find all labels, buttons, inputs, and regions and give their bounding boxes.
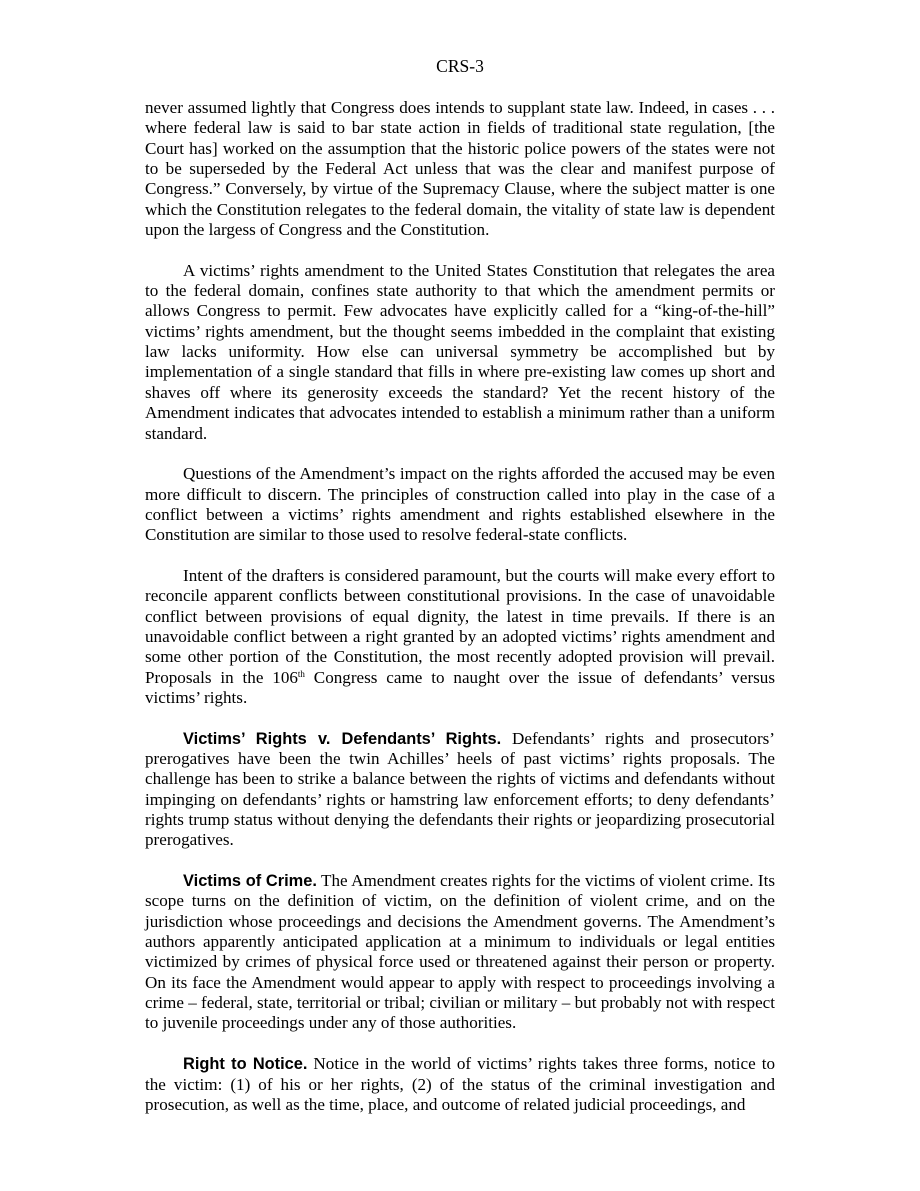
section-body: Notice in the world of victims’ rights takes three forms, notice to the victim: (1) of his or her rights, (2) of the status of the criminal investigation and prosecution, as well as the time, place, and outcome of related judicial proceedings, and (145, 1054, 775, 1114)
paragraph-federal-domain: A victims’ rights amendment to the United States Constitution that relegates the area to the federal domain, confines state authority to that which the amendment permits or allows Congress to permit. Few advocates have explicitly called for a “king-of-the-hill” victims’ rights amendment, but the thought seems imbedded in the complaint that existing law lacks uniformity. How else can universal symmetry be accomplished but by implementation of a single standard that fills in where pre-existing law comes up short and shaves off where its generosity exceeds the standard? Yet the recent history of the Amendment indicates that advocates intended to establish a minimum rather than a uniform standard. (145, 260, 775, 443)
paragraph-text: Intent of the drafters is considered paramount, but the courts will make every effort to reconcile apparent conflicts between constitutional provisions. In the case of unavoidable conflict between provisions of equal dignity, the latest in time prevails. If there is an unavoidable conflict between a right granted by an adopted victims’ rights amendment and some other portion of the Constitution, the most recently adopted provision will prevail. Proposals in the 106 (145, 565, 775, 687)
section-victims-of-crime (145, 871, 775, 1034)
paragraph-text: Congress came to naught over the issue of defendants’ versus victims’ rights. (145, 667, 775, 707)
document-page (145, 56, 775, 1136)
section-body: Defendants’ rights and prosecutors’ prerogatives have been the twin Achilles’ heels of past victims’ rights proposals. The challenge has been to strike a balance between the rights of victims and defendants without impinging on defendants’ rights or hamstring law enforcement efforts; to deny defendants’ rights trump status without denying the defendants their rights or jeopardizing prosecutorial prerogatives. (145, 728, 775, 850)
page-number-header: CRS-3 (436, 56, 484, 76)
paragraph-accused-rights: Questions of the Amendment’s impact on the rights afforded the accused may be even more difficult to discern. The principles of construction called into play in the case of a conflict between a victims’ rights amendment and rights established elsewhere in the Constitution are similar to those used to resolve federal-state conflicts. (145, 464, 775, 545)
paragraph-intent-of-drafters (145, 566, 775, 708)
section-victims-vs-defendants (145, 729, 775, 851)
superscript-ordinal: th (297, 668, 305, 679)
section-heading: Right to Notice. (183, 1055, 308, 1074)
paragraph-preemption-continued: never assumed lightly that Congress does intends to supplant state law. Indeed, in cases . . . where federal law is said to bar state action in fields of traditional state regulation, [the Court has] worked on the assumption that the historic police powers of the states were not to be superseded by the Federal Act unless that was the clear and manifest purpose of Congress.” Conversely, by virtue of the Supremacy Clause, where the subject matter is one which the Constitution relegates to the federal domain, the vitality of state law is dependent upon the largess of Congress and the Constitution. (145, 98, 775, 240)
section-body: The Amendment creates rights for the victims of violent crime. Its scope turns on the definition of victim, on the definition of violent crime, and on the jurisdiction whose proceedings and decisions the Amendment governs. The Amendment’s authors apparently anticipated application at a minimum to individuals or legal entities victimized by crimes of physical force used or threatened against their person or property. On its face the Amendment would appear to apply with respect to proceedings involving a crime – federal, state, territorial or tribal; civilian or military – but probably not with respect to juvenile proceedings under any of those authorities. (145, 871, 775, 1033)
section-right-to-notice (145, 1054, 775, 1115)
section-heading: Victims’ Rights v. Defendants’ Rights. (183, 729, 502, 748)
section-heading: Victims of Crime. (183, 872, 317, 891)
